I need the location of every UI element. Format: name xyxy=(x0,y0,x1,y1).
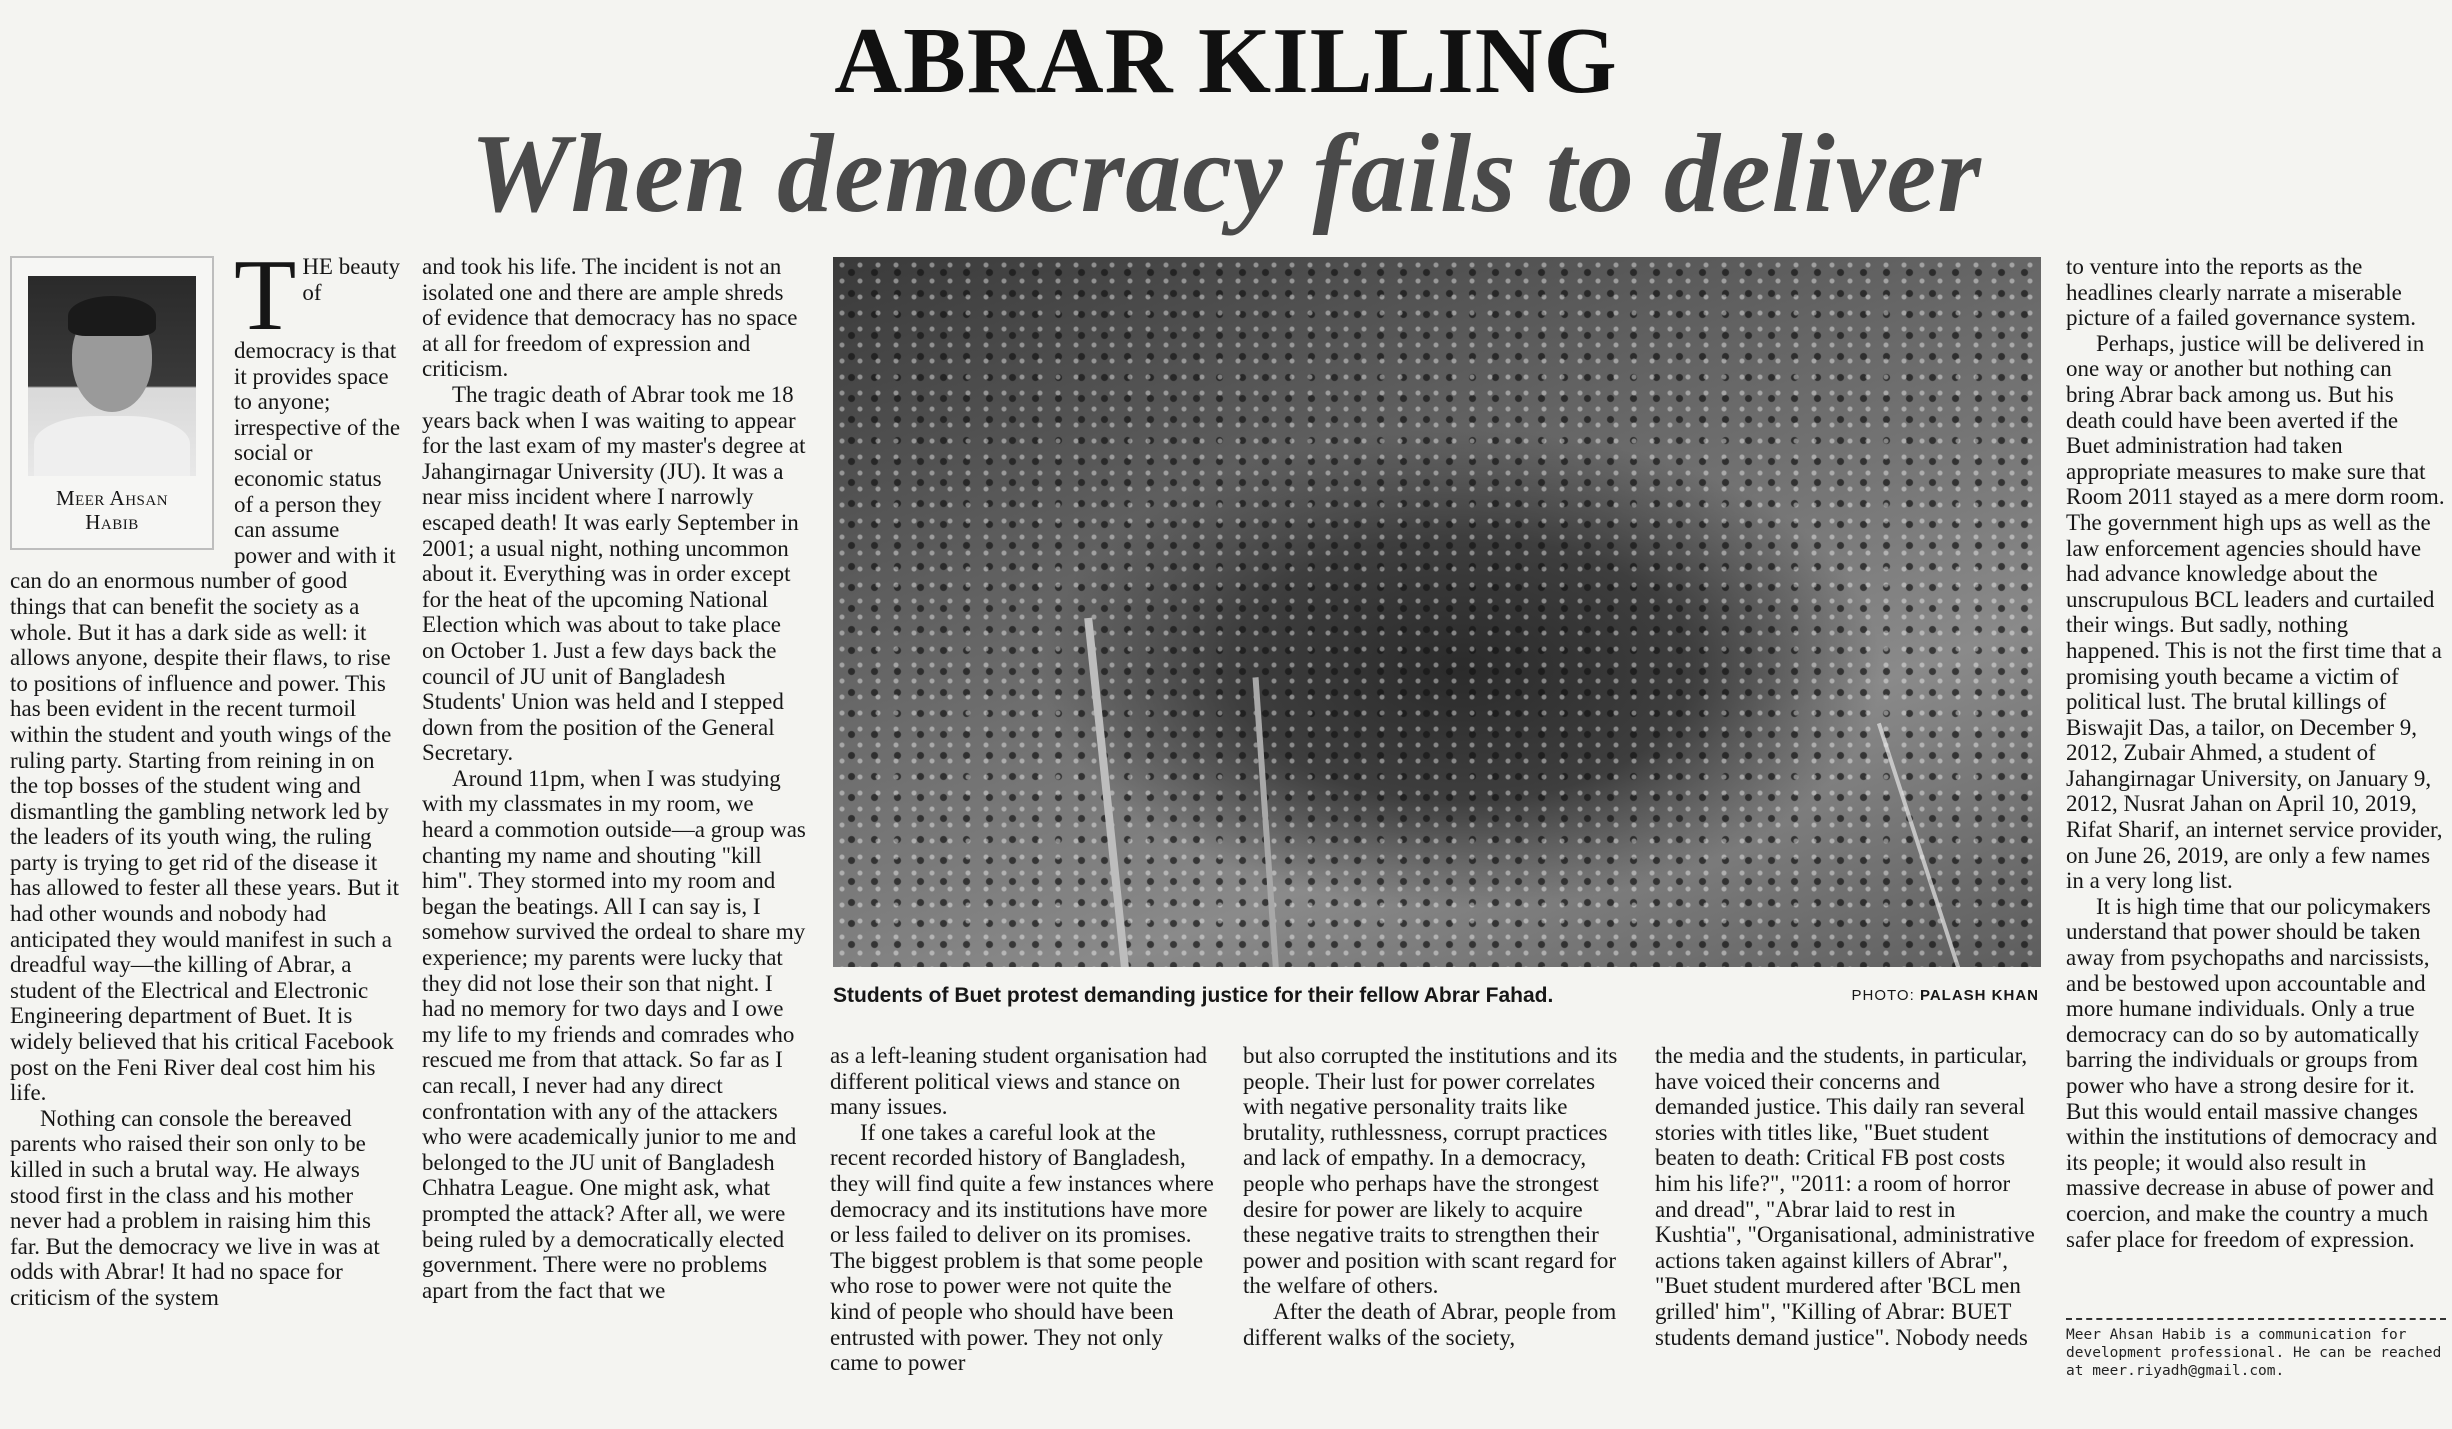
column-5 xyxy=(1655,1043,2039,1393)
headline: When democracy fails to deliver xyxy=(470,112,1982,236)
column-2 xyxy=(422,254,806,1394)
photo-caption xyxy=(833,983,2041,1013)
column-3 xyxy=(830,1043,1214,1393)
paragraph: It is high time that our policymakers understand that power should be taken away from psychopaths and narcissists, and be bestowed upon accountable and more humane individuals. Only a true democracy can do so by automatically barring the individuals or groups from power who have a strong desire for it. But this would entail massive changes within the institutions of democracy and its people; it would also result in massive decrease in abuse of power and coercion, and make the country a much safer place for freedom of expression. xyxy=(2066,893,2438,1252)
column-4 xyxy=(1243,1043,1627,1393)
credit-label: PHOTO: xyxy=(1851,987,1915,1004)
author-name-line2: Habib xyxy=(85,510,139,534)
author-bio: Meer Ahsan Habib is a communication for development professional. He can be reached at meer.riyadh@gmail.com. xyxy=(2066,1318,2446,1380)
paragraph: HE beauty of democracy is that it provides space to anyone; irrespective of the social or economic status of a person they can assume power and with it can do an enormous number of good things that can benefit the society as a whole. But it has a dark side as well: it allows anyone, despite their flaws, to rise to positions of influence and power. This has been evident in the recent turmoil within the student and youth wings of the ruling party. Starting from reining in on the top bosses of the student wing and dismantling the gambling network led by the leaders of its youth wing, the ruling party is trying to get rid of the disease it has allowed to fester all these years. But it had other wounds and nobody had anticipated they would manifest in such a dreadful way—the killing of Abrar, a student of the Electrical and Electronic Engineering department of Buet. It is widely believed that his critical Facebook post on the Feni River deal cost him his life. xyxy=(10,254,401,1106)
paragraph: as a left-leaning student organisation had different political views and stance on many issues. xyxy=(830,1043,1208,1120)
protest-photo xyxy=(833,257,2041,967)
paragraph: but also corrupted the institutions and its people. Their lust for power correlates with negative personality traits like brutality, ruthlessness, corrupt practices and lack of empathy. In a democracy, people who perhaps have the strongest desire for power are likely to acquire these negative traits to strengthen their power and position with scant regard for the welfare of others. xyxy=(1243,1043,1618,1299)
paragraph: If one takes a careful look at the recent recorded history of Bangladesh, they will find quite a few instances where democracy and its institutions have more or less failed to deliver on its promises. The biggest problem is that some people who rose to power were not quite the kind of people who should have been entrusted with power. They not only came to power xyxy=(830,1119,1214,1376)
author-box xyxy=(10,256,214,550)
column-6 xyxy=(2066,254,2446,1324)
paragraph: Around 11pm, when I was studying with my classmates in my room, we heard a commotion outside—a group was chanting my name and shouting "kill him". They stormed into my room and began the beatings. All I can say is, I somehow survived the ordeal to share my experience; my parents were lucky that they did not lose their son that night. I had no memory for two days and I owe my life to my friends and comrades who rescued me from that attack. So far as I can recall, I never had any direct confrontation with any of the attackers who were academically junior to me and belonged to the JU unit of Bangladesh Chhatra League. One might ask, what prompted the attack? After all, we were being ruled by a democratically elected government. There were no problems apart from the fact that we xyxy=(422,765,806,1303)
caption-text: Students of Buet protest demanding justice for their fellow Abrar Fahad. xyxy=(833,984,1554,1007)
paragraph: Nothing can console the bereaved parents who raised their son only to be killed in such a brutal way. He always stood first in the class and his mother never had a problem in raising him this far. But the democracy we live in was at odds with Abrar! It had no space for criticism of the system xyxy=(10,1105,380,1310)
kicker: ABRAR KILLING xyxy=(834,9,1618,113)
drop-cap: T xyxy=(234,254,297,352)
photo-credit xyxy=(1852,985,2039,1007)
paragraph: The tragic death of Abrar took me 18 years back when I was waiting to appear for the last exam of my master's degree at Jahangirnagar University (JU). It was a near miss incident where I narrowly escaped death! It was early September in 2001; a usual night, nothing uncommon about it. Everything was in order except for the heat of the upcoming National Election which was about to take place on October 1. Just a few days back the council of JU unit of Bangladesh Students' Union was held and I stepped down from the position of the General Secretary. xyxy=(422,381,806,766)
author-name-line1: Meer Ahsan xyxy=(55,486,169,510)
paragraph: Perhaps, justice will be delivered in one way or another but nothing can bring Abrar back among us. But his death could have been averted if the Buet administration had taken appropriate measures to make sure that Room 2011 stayed as a mere dorm room. The government high ups as well as the law enforcement agencies should have had advance knowledge about the unscrupulous BCL leaders and curtailed their wings. But sadly, nothing happened. This is not the first time that a promising youth became a victim of political lust. The brutal killings of Biswajit Das, a tailor, on December 9, 2012, Zubair Ahmed, a student of Jahangirnagar University, on January 9, 2012, Nusrat Jahan on April 10, 2019, Rifat Sharif, an internet service provider, on June 26, 2019, are only a few names in a very long list. xyxy=(2066,330,2445,894)
paragraph: and took his life. The incident is not an isolated one and there are ample shreds of evidence that democracy has no space at all for freedom of expression and criticism. xyxy=(422,254,798,382)
paragraph: to venture into the reports as the headlines clearly narrate a miserable picture of a failed governance system. xyxy=(2066,254,2416,331)
credit-name: PALASH KHAN xyxy=(1919,987,2039,1004)
paragraph: After the death of Abrar, people from different walks of the society, xyxy=(1243,1298,1617,1350)
paragraph: the media and the students, in particular, have voiced their concerns and demanded justice. This daily ran several stories with titles like, "Buet student beaten to death: Critical FB post costs him his life?", "2011: a room of horror and dread", "Abrar laid to rest in Kushtia", "Organisational, administrative actions taken against killers of Abrar", "Buet student murdered after 'BCL men grilled' him", "Killing of Abrar: BUET students demand justice". Nobody needs xyxy=(1655,1043,2035,1350)
author-photo xyxy=(28,276,196,476)
column-1 xyxy=(10,254,402,1394)
author-name xyxy=(12,486,212,534)
